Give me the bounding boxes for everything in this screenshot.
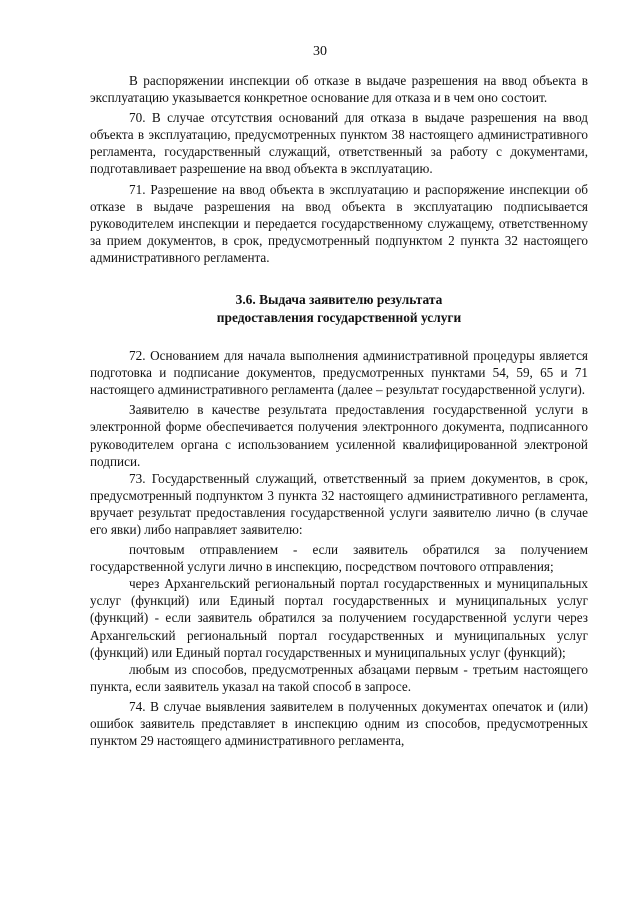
paragraph-postal: почтовым отправлением - если заявитель обратился за получением государственной услуги лично в инспекцию, посредством почтового отправления; — [90, 542, 588, 575]
paragraph-70: 70. В случае отсутствия оснований для отказа в выдаче разрешения на ввод объекта в эксплуатацию, предусмотренных пунктом 38 настоящего административного регламента, государственный служащий, ответственный за работу с документами, подготавливает разрешение на ввод объекта в эксплуатацию. — [90, 110, 588, 177]
paragraph-electronic-result: Заявителю в качестве результата предоставления государственной услуги в электронной форме обеспечивается получения электронного документа, подписанного руководителем органа с использованием усиленной квалифицированной электроной подписи. — [90, 402, 588, 469]
paragraph-72: 72. Основанием для начала выполнения административной процедуры является подготовка и подписание документов, предусмотренных пунктами 54, 59, 65 и 71 настоящего административного регламента (далее – результат государственной услуги). — [90, 348, 588, 398]
paragraph-73: 73. Государственный служащий, ответственный за прием документов, в срок, предусмотренный подпунктом 3 пункта 32 настоящего административного регламента, вручает результат предоставления государственной услуги заявителю лично (в случае его явки) либо направляет заявителю: — [90, 470, 588, 537]
section-heading — [90, 291, 588, 326]
paragraph-portal: через Архангельский региональный портал государственных и муниципальных услуг (функций) или Единый портал государственных и муниципальных услуг (функций) - если заявитель обратился за получением государственной услуги через Архангельский региональный портал государственных и муниципальных услуг (функций) или Единый портал государственных и муниципальных услуг (функций); — [90, 576, 588, 660]
paragraph-refusal-grounds: В распоряжении инспекции об отказе в выдаче разрешения на ввод объекта в эксплуатацию указывается конкретное основание для отказа и в чем оно состоит. — [90, 73, 588, 106]
paragraph-71: 71. Разрешение на ввод объекта в эксплуатацию и распоряжение инспекции об отказе в выдаче разрешения на ввод объекта в эксплуатацию подписывается руководителем инспекции и передается государственному служащему, ответственному за прием документов, в срок, предусмотренный подпунктом 2 пункта 32 настоящего административного регламента. — [90, 181, 588, 265]
page-number: 30 — [313, 44, 327, 59]
paragraph-any-method: любым из способов, предусмотренных абзацами первым - третьим настоящего пункта, если заявитель указал на такой способ в запросе. — [90, 661, 588, 694]
section-heading-line1: 3.6. Выдача заявителю результата — [235, 292, 443, 308]
section-heading-line2: предоставления государственной услуги — [216, 309, 462, 325]
paragraph-74: 74. В случае выявления заявителем в полученных документах опечаток и (или) ошибок заявитель представляет в инспекцию одним из способов, предусмотренных пунктом 29 настоящего административного регламента, — [90, 698, 588, 749]
document-body — [90, 72, 588, 749]
